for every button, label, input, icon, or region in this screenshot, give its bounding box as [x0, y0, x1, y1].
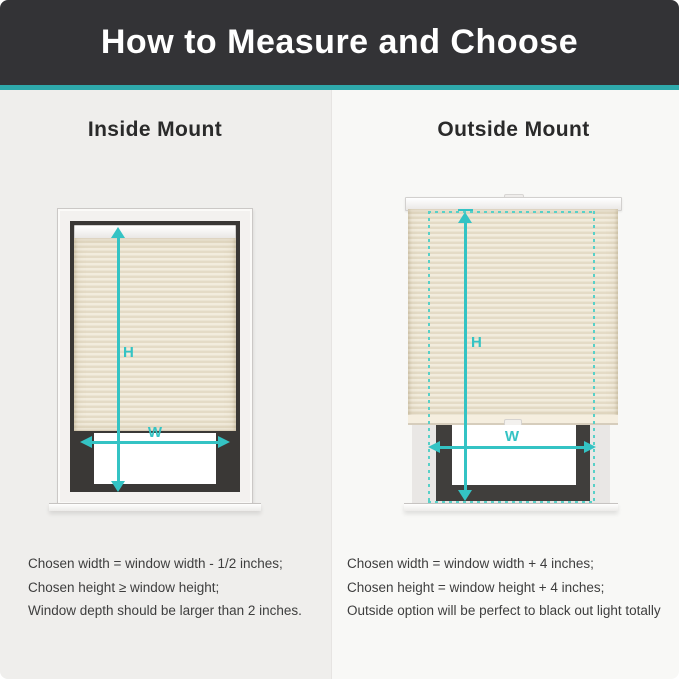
outside-blind-shade [408, 209, 618, 417]
arrowhead-right-icon [218, 436, 230, 448]
dashed-outline-bottom [428, 501, 595, 503]
measurement-note: Chosen width = window width - 1/2 inches; [28, 556, 283, 571]
dashed-outline-left [428, 211, 430, 503]
outside-height-arrow-cap [458, 209, 473, 211]
inside-blind-headrail [74, 225, 236, 239]
inside-width-arrow-line [90, 441, 220, 444]
outside-window-sill [404, 503, 618, 511]
inside-height-arrow-line [117, 235, 120, 484]
inside-blind-shade [74, 238, 236, 431]
outside-width-label: W [504, 428, 520, 445]
measurement-note: Outside option will be perfect to black out light totally [347, 603, 661, 618]
dashed-outline-right [593, 211, 595, 503]
measurement-note: Chosen height = window height + 4 inches; [347, 579, 605, 595]
outside-height-arrow-line [464, 220, 467, 492]
measurement-note: Window depth should be larger than 2 inches. [28, 603, 302, 618]
inside-height-label: H [123, 344, 134, 361]
arrowhead-right-icon [584, 441, 596, 453]
inside-width-label: W [147, 424, 163, 441]
inside-window-sill [49, 503, 261, 511]
arrowhead-down-icon [458, 490, 472, 501]
outside-width-arrow-line [438, 446, 586, 449]
outside-mount-heading: Outside Mount [437, 118, 590, 141]
outside-mount-notes [347, 552, 675, 623]
measurement-note: Chosen width = window width + 4 inches; [347, 556, 594, 571]
header-bar [0, 0, 679, 85]
page-title: How to Measure and Choose [100, 23, 579, 61]
measurement-note: Chosen height ≥ window height; [28, 579, 220, 595]
inside-mount-notes [28, 552, 320, 623]
inside-mount-heading: Inside Mount [87, 118, 223, 141]
arrowhead-down-icon [111, 481, 125, 492]
dashed-outline-top [428, 211, 595, 213]
outside-height-label: H [471, 334, 482, 351]
